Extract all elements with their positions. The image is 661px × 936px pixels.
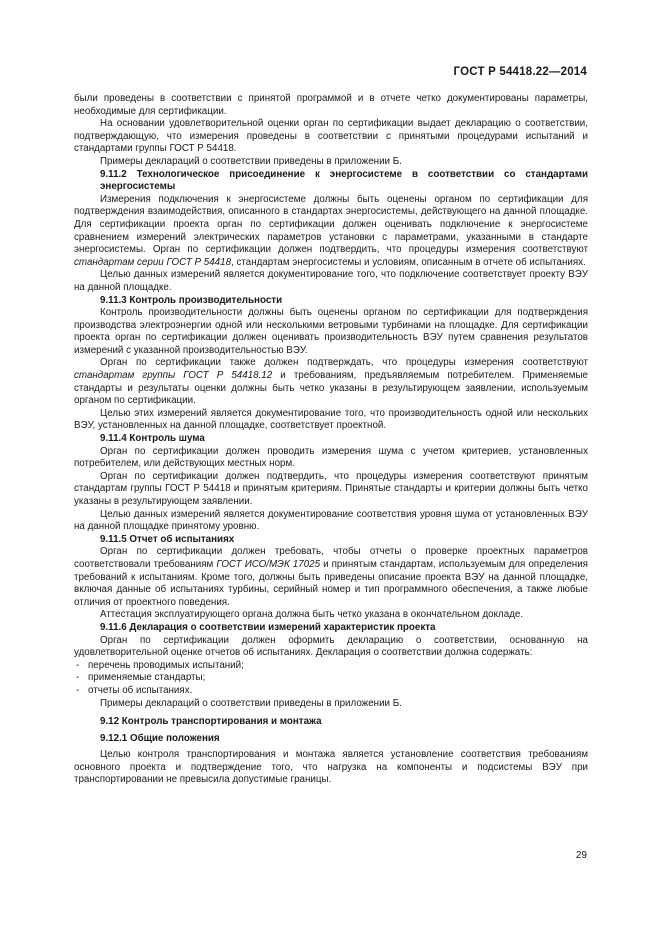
- text-run-italic: стандартам серии ГОСТ Р 54418: [74, 256, 232, 268]
- paragraph: [74, 194, 588, 270]
- section-heading-9-11-6: 9.11.6 Декларация о соответствии измерений характеристик проекта: [100, 621, 436, 633]
- section-heading-9-12-1: 9.12.1 Общие положения: [100, 732, 220, 744]
- document-body: [74, 93, 588, 787]
- text-run-italic: ГОСТ ИСО/МЭК 17025: [216, 558, 321, 570]
- list-item-text: отчеты об испытаниях.: [88, 684, 193, 696]
- list-item-text: перечень проводимых испытаний;: [88, 659, 244, 671]
- list-item: [76, 685, 588, 698]
- list-dash: -: [76, 684, 80, 696]
- paragraph: Орган по сертификации должен подтвердить, что процедуры измерения соответствуют принятым стандартам группы ГОСТ Р 54418 и принятым критериям. Принятые стандарты и критерии должны быть четко указаны в результирующем заявлении.: [74, 470, 588, 507]
- paragraph: Орган по сертификации должен оформить декларацию о соответствии, основанную на удовлетворительной оценке отчетов об испытаниях. Декларация о соответствии должна содержать:: [74, 634, 588, 659]
- paragraph: [74, 546, 588, 609]
- paragraph: Примеры деклараций о соответствии приведены в приложении Б.: [100, 697, 402, 709]
- text-run: и требованиям, предъявляемым потребителем. Применяемые стандарты и результаты оценки должны быть четко указаны в результирующем заявлении, используемым органом по сертификации.: [74, 370, 588, 407]
- paragraph: Орган по сертификации должен проводить измерения шума с учетом критериев, установленных потребителем, или действующих местных норм.: [74, 445, 588, 470]
- paragraph: Целью контроля транспортирования и монтажа является установление соответствия требованиям основного проекта и подтверждение того, что нагрузка на компоненты и подсистемы ВЭУ при транспортировании не превысила допустимые границы.: [74, 749, 588, 786]
- paragraph: были проведены в соответствии с принятой программой и в отчете четко документированы параметры, необходимые для сертификации.: [74, 93, 588, 117]
- list-dash: -: [76, 659, 80, 671]
- paragraph: Аттестация эксплуатирующего органа должна быть четко указана в окончательном докладе.: [100, 609, 524, 621]
- section-heading-9-11-3: 9.11.3 Контроль производительности: [100, 294, 283, 306]
- list-item: [76, 672, 588, 685]
- section-heading-9-11-2: 9.11.2 Технологическое присоединение к энергосистеме в соответствии со стандартами энергосистемы: [100, 168, 588, 193]
- paragraph: Целью данных измерений является документирование соответствия уровня шума от установленных ВЭУ на данной площадке принятому уровню.: [74, 508, 588, 533]
- document-header-id: ГОСТ Р 54418.22—2014: [453, 66, 587, 78]
- text-run: Орган по сертификации также должен подтверждать, что процедуры измерения соответствуют: [100, 357, 588, 369]
- list-item: [76, 660, 588, 673]
- paragraph: Контроль производительности должны быть оценены органом по сертификации для подтверждения производства электроэнергии одной или несколькими ветровыми турбинами на площадке. Для сертификации проекта орган по сертификации должен оценивать производительность ВЭУ путем сравнения результатов измерений с указанной производительностью ВЭУ.: [74, 307, 588, 356]
- text-run: , стандартам энергосистемы и условиям, описанным в отчете об испытаниях.: [231, 256, 586, 268]
- paragraph: Целью этих измерений является документирование того, что производительность одной или нескольких ВЭУ, установленных на данной площадке, соответствует проектной.: [74, 407, 588, 432]
- section-heading-9-11-5: 9.11.5 Отчет об испытаниях: [100, 533, 235, 545]
- page-number: 29: [575, 850, 587, 861]
- section-heading-9-12: 9.12 Контроль транспортирования и монтажа: [100, 716, 322, 728]
- list-dash: -: [76, 672, 80, 684]
- list-item-text: применяемые стандарты;: [88, 672, 206, 684]
- text-run: Измерения подключения к энергосистеме должны быть оценены органом по сертификации для подтверждения взаимодействия, описанного в стандартах энергосистемы, действующего на данной площадке. Для сертификации проекта орган по сертификации должен оценивать подключение к энергосистеме сравнением измерений электрических параметров установки с параметрами, указанными в стандарте энергосистемы. Орган по сертификации должен подтвердить, что процедуры измерения соответствуют: [74, 193, 588, 256]
- paragraph: Целью данных измерений является документирование того, что подключение соответствует проекту ВЭУ на данной площадке.: [74, 269, 588, 293]
- section-heading-9-11-4: 9.11.4 Контроль шума: [100, 433, 205, 445]
- paragraph: Примеры деклараций о соответствии приведены в приложении Б.: [100, 155, 402, 167]
- requirements-list: [74, 660, 588, 698]
- paragraph: [74, 357, 588, 407]
- text-run: Орган по сертификации должен требовать, чтобы отчеты о проверке проектных параметров соответствовали требованиям: [74, 546, 588, 570]
- paragraph: На основании удовлетворительной оценки орган по сертификации выдает декларацию о соответствии, подтверждающую, что измерения проведены в соответствии с принятыми процедурами испытаний и стандартами группы ГОСТ Р 54418.: [74, 118, 588, 155]
- text-run-italic: стандартам группы ГОСТ Р 54418.12: [74, 370, 273, 382]
- text-run: и принятым стандартам, используемым для определения требований к испытаниям. Кроме того, должны быть приведены описание проекта ВЭУ на данной площадке, включая данные об испытаниях турбины, серийный номер и тип программного обеспечения, а также любые отличия от проектного поведения.: [74, 558, 588, 608]
